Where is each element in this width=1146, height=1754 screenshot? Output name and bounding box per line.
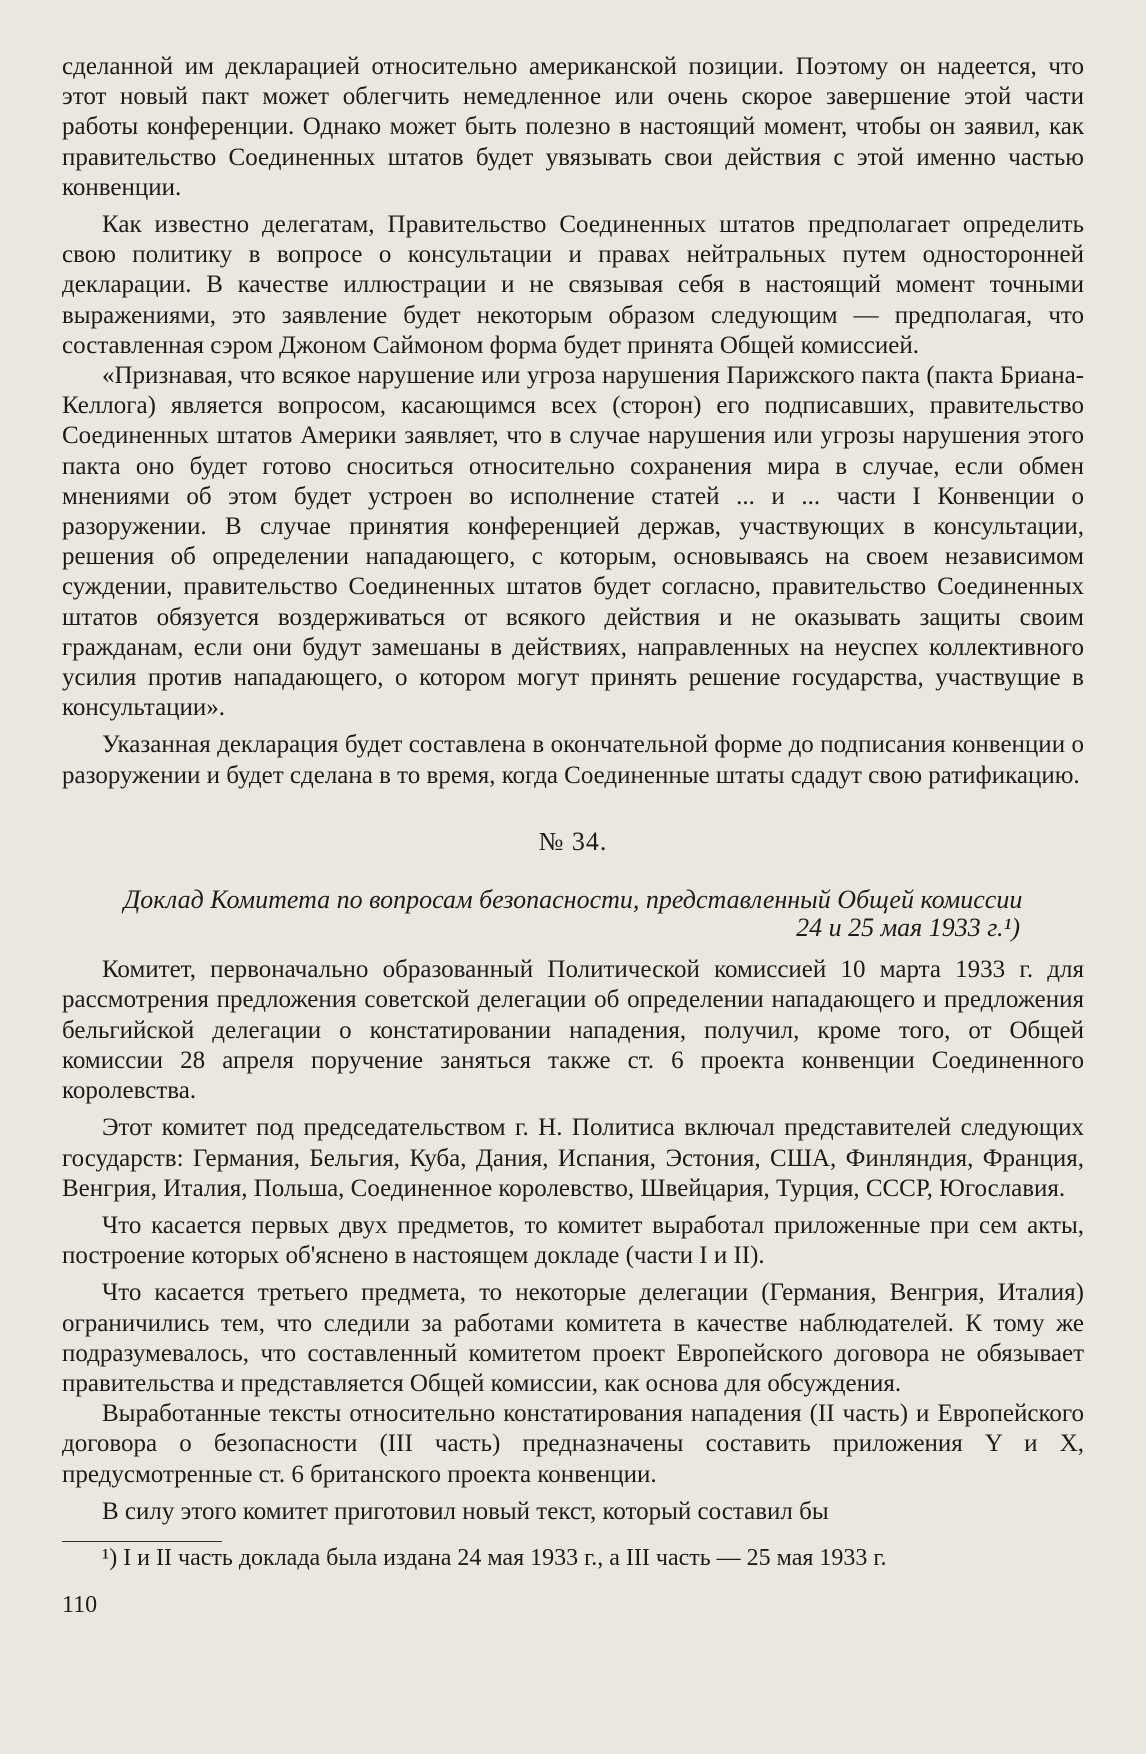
document-number: № 34.: [538, 826, 608, 856]
paragraph: сделанной им декларацией относительно американской позиции. Поэтому он надеется, что этот новый пакт может облегчить немедленное или очень скорое завершение этой части работы конференции. Однако может быть полезно в настоящий момент, чтобы он заявил, как правительство Соединенных штатов будет увязывать свои действия с этой именно частью конвенции.: [62, 53, 1084, 201]
footnote: ¹) I и II часть доклада была издана 24 мая 1933 г., а III часть — 25 мая 1933 г.: [102, 1544, 887, 1571]
page-number: 110: [62, 1591, 98, 1618]
paragraph: Выработанные тексты относительно констатирования нападения (II часть) и Европейского договора о безопасности (III часть) предназначены составить приложения Y и X, предусмотренные ст. 6 британского проекта конвенции.: [62, 1400, 1084, 1488]
paragraph: Как известно делегатам, Правительство Соединенных штатов предполагает определить свою политику в вопросе о консультации и правах нейтральных путем односторонней декларации. В качестве иллюстрации и не связывая себя в настоящий момент точными выражениями, это заявление будет некоторым образом следующим — предполагая, что составленная сэром Джоном Саймоном форма будет принята Общей комиссией.: [62, 211, 1084, 359]
document-title: Доклад Комитета по вопросам безопасности, представленный Общей комиссии: [123, 885, 1023, 915]
quote-paragraph: «Признавая, что всякое нарушение или угроза нарушения Парижского пакта (пакта Бриана-Келлога) является вопросом, касающимся всех (сторон) его подписавших, правительство Соединенных штатов Америки заявляет, что в случае нарушения или угрозы нарушения этого пакта оно будет готово сноситься относительно сохранения мира в случае, если обмен мнениями об этом будет устроен во исполнение статей ... и ... части I Конвенции о разоружении. В случае принятия конференцией держав, участвующих в консультации, решения об определении нападающего, с которым, основываясь на своем независимом суждении, правительство Соединенных штатов будет согласно, правительство Соединенных штатов обязуется воздерживаться от всякого действия и не оказывать защиты своим гражданам, если они будут замешаны в действиях, направленных на неуспех коллективного усилия против нападающего, о котором могут принять решение государства, участвущие в консультации».: [62, 362, 1084, 722]
paragraph: Что касается первых двух предметов, то комитет выработал приложенные при сем акты, построение которых об'яснено в настоящем докладе (части I и II).: [62, 1211, 1084, 1270]
paragraph: Что касается третьего предмета, то некоторые делегации (Германия, Венгрия, Италия) ограничились тем, что следили за работами комитета в качестве наблюдателей. К тому же подразумевалось, что составленный комитетом проект Европейского договора не обязывает правительства и представляется Общей комиссии, как основа для обсуждения.: [62, 1279, 1084, 1397]
paragraph: Комитет, первоначально образованный Политической комиссией 10 марта 1933 г. для рассмотрения предложения советской делегации об определении нападающего и предложения бельгийской делегации о констатировании нападения, получил, кроме того, от Общей комиссии 28 апреля поручение заняться также ст. 6 проекта конвенции Соединенного королевства.: [62, 956, 1084, 1105]
document-date: 24 и 25 мая 1933 г.¹): [796, 913, 1020, 943]
paragraph: Указанная декларация будет составлена в окончательной форме до подписания конвенции о разоружении и будет сделана в то время, когда Соединенные штаты сдадут свою ратификацию.: [62, 731, 1084, 789]
paragraph: В силу этого комитет приготовил новый текст, который составил бы: [102, 1497, 829, 1525]
footnote-divider: [62, 1541, 222, 1542]
text-column: [62, 52, 1084, 1620]
paragraph: Этот комитет под председательством г. Н. Политиса включал представителей следующих государств: Германия, Бельгия, Куба, Дания, Испания, Эстония, США, Финляндия, Франция, Венгрия, Италия, Польша, Соединенное королевство, Швейцария, Турция, СССР, Югославия.: [62, 1114, 1084, 1202]
